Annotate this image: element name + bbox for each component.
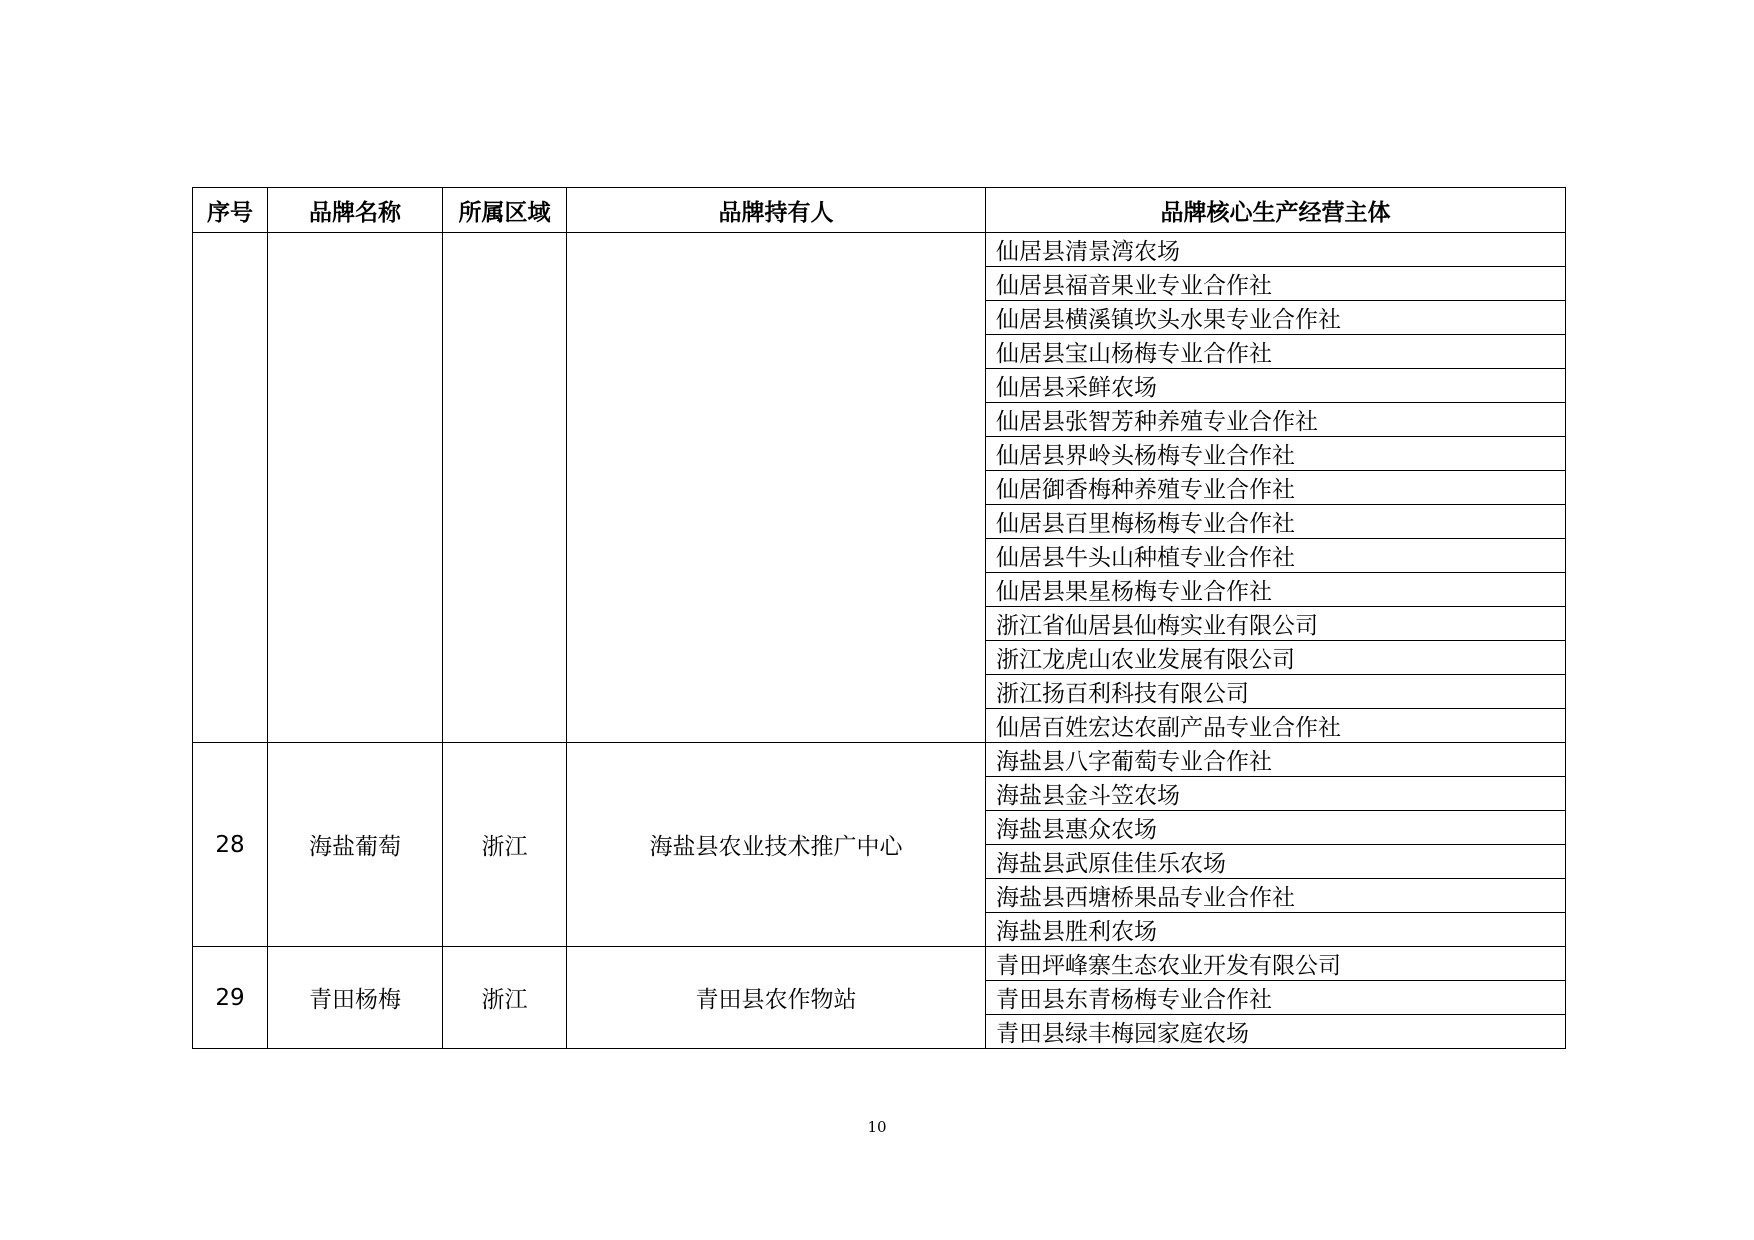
cell-entity: 青田坪峰寨生态农业开发有限公司 (986, 947, 1566, 981)
table-row (193, 743, 1566, 777)
cell-entity: 海盐县西塘桥果品专业合作社 (986, 879, 1566, 913)
cell-entity: 浙江省仙居县仙梅实业有限公司 (986, 607, 1566, 641)
cell-entity: 仙居县牛头山种植专业合作社 (986, 539, 1566, 573)
cell-region (443, 233, 567, 743)
cell-brand-name: 青田杨梅 (268, 947, 443, 1049)
brand-table (192, 187, 1566, 1049)
cell-entity: 海盐县金斗笠农场 (986, 777, 1566, 811)
table-body (193, 233, 1566, 1049)
cell-entity: 仙居县清景湾农场 (986, 233, 1566, 267)
cell-brand-name (268, 233, 443, 743)
cell-entity: 仙居县张智芳种养殖专业合作社 (986, 403, 1566, 437)
cell-entity: 海盐县胜利农场 (986, 913, 1566, 947)
cell-entity: 仙居御香梅种养殖专业合作社 (986, 471, 1566, 505)
header-row (193, 188, 1566, 233)
cell-entity: 青田县绿丰梅园家庭农场 (986, 1015, 1566, 1049)
cell-brand-name: 海盐葡萄 (268, 743, 443, 947)
cell-entity: 海盐县武原佳佳乐农场 (986, 845, 1566, 879)
cell-entity: 仙居县百里梅杨梅专业合作社 (986, 505, 1566, 539)
header-region: 所属区域 (443, 188, 567, 233)
cell-entity: 仙居县果星杨梅专业合作社 (986, 573, 1566, 607)
cell-no: 28 (193, 743, 268, 947)
table-row (193, 233, 1566, 267)
cell-brand-holder: 海盐县农业技术推广中心 (567, 743, 986, 947)
cell-entity: 仙居百姓宏达农副产品专业合作社 (986, 709, 1566, 743)
cell-no: 29 (193, 947, 268, 1049)
cell-entity: 仙居县宝山杨梅专业合作社 (986, 335, 1566, 369)
cell-region: 浙江 (443, 743, 567, 947)
cell-brand-holder: 青田县农作物站 (567, 947, 986, 1049)
cell-no (193, 233, 268, 743)
page-number: 10 (867, 1118, 887, 1136)
table-row (193, 947, 1566, 981)
cell-entity: 海盐县惠众农场 (986, 811, 1566, 845)
cell-entity: 仙居县横溪镇坎头水果专业合作社 (986, 301, 1566, 335)
cell-brand-holder (567, 233, 986, 743)
header-brand-name: 品牌名称 (268, 188, 443, 233)
cell-entity: 浙江扬百利科技有限公司 (986, 675, 1566, 709)
header-brand-holder: 品牌持有人 (567, 188, 986, 233)
header-core-entities: 品牌核心生产经营主体 (986, 188, 1566, 233)
cell-entity: 仙居县福音果业专业合作社 (986, 267, 1566, 301)
cell-entity: 海盐县八字葡萄专业合作社 (986, 743, 1566, 777)
cell-entity: 仙居县界岭头杨梅专业合作社 (986, 437, 1566, 471)
header-no: 序号 (193, 188, 268, 233)
cell-entity: 青田县东青杨梅专业合作社 (986, 981, 1566, 1015)
cell-entity: 仙居县采鲜农场 (986, 369, 1566, 403)
cell-region: 浙江 (443, 947, 567, 1049)
cell-entity: 浙江龙虎山农业发展有限公司 (986, 641, 1566, 675)
